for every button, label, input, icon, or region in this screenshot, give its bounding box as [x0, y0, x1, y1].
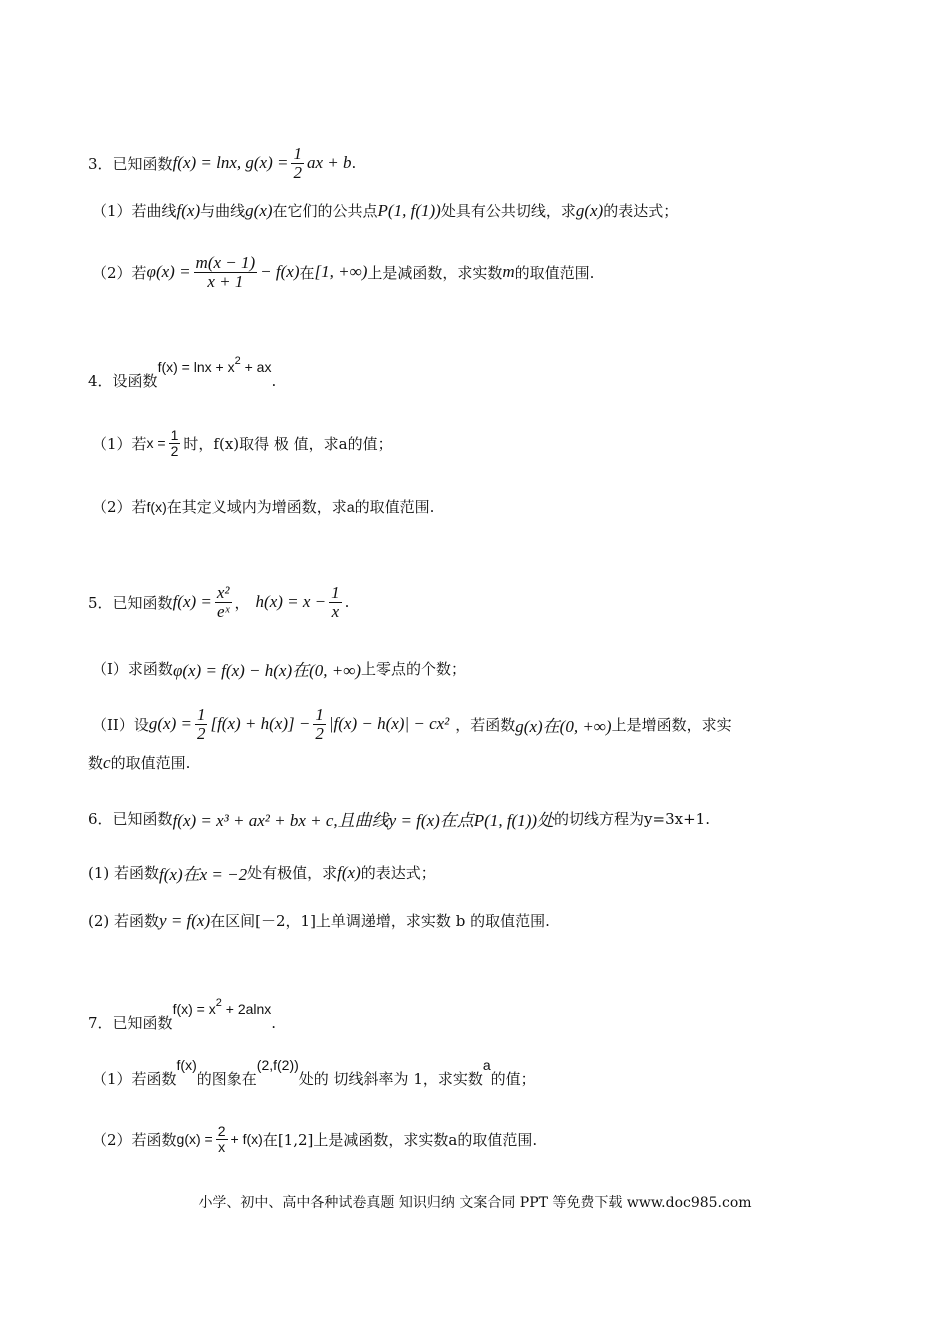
problem-3-stem: [88, 145, 356, 182]
math-expression: f(x) = x³ + ax² + bx + c,且曲线y = f(x)在点P(1, f(1))处: [172, 811, 555, 830]
fraction: [195, 706, 208, 743]
problem-3-q1: [92, 200, 678, 221]
stem-text: 已知函数: [112, 593, 173, 612]
math-part: f(x) = x: [172, 1000, 216, 1017]
page-footer: 小学、初中、高中各种试卷真题 知识归纳 文案合同 PPT 等免费下载 www.doc985.com: [198, 1195, 752, 1211]
math-expression: x =: [146, 435, 166, 452]
question-text: 在其定义域内为增函数，求: [166, 498, 347, 516]
superscript: 2: [234, 354, 241, 367]
fraction-denominator: x: [218, 1138, 226, 1155]
question-label: （2）若函数: [92, 1130, 177, 1149]
math-expression: f(x): [337, 862, 361, 882]
math-expression: a: [482, 1056, 491, 1073]
problem-6-q2: [88, 910, 550, 931]
problem-number: 7．: [88, 1014, 113, 1032]
question-text: 处的 切线斜率为 1，求实数: [298, 1070, 483, 1088]
question-text: 的表达式；: [360, 864, 436, 882]
question-text: 上是减函数，求实数: [367, 263, 503, 282]
fraction-denominator: 2: [315, 723, 324, 743]
problem-4-stem: [88, 354, 277, 391]
math-expression: − f(x): [260, 262, 300, 282]
math-expression: [157, 354, 272, 375]
problem-5-q2-continued: [88, 752, 190, 773]
problem-5-stem: [88, 584, 349, 621]
problem-5-q2: [92, 706, 732, 743]
question-text: 上零点的个数；: [361, 660, 467, 678]
math-expression: [172, 996, 272, 1017]
problem-6-stem: [88, 806, 710, 831]
question-label: (2) 若函数: [88, 912, 160, 930]
question-text: 的取值范围.: [354, 498, 435, 516]
math-expression: P(1, f(1)): [377, 200, 441, 220]
question-text: 的取值范围.: [514, 263, 595, 282]
question-text: 的取值范围.: [110, 754, 191, 772]
stem-end: .: [351, 154, 357, 173]
fraction: [169, 428, 181, 458]
stem-text: 已知函数: [112, 1014, 173, 1032]
question-text: 的表达式；: [603, 202, 679, 220]
math-expression: f(x) = lnx, g(x) =: [172, 153, 289, 173]
fraction-denominator: 2: [293, 162, 302, 182]
stem-text: 设函数: [112, 372, 158, 390]
math-expression: φ(x) =: [146, 262, 191, 282]
question-text: 数: [88, 754, 104, 772]
problem-4-q2: [92, 496, 434, 517]
question-label: （I）求函数: [92, 660, 173, 678]
problem-5-q1: [92, 656, 466, 681]
stem-end: .: [344, 593, 350, 612]
question-label: （1）若: [92, 434, 147, 453]
fraction-numerator: m(x − 1): [195, 253, 256, 272]
question-label: （II）设: [92, 715, 149, 734]
math-expression: + f(x): [230, 1131, 263, 1148]
stem-text: 的切线方程为y=3x+1.: [554, 810, 710, 828]
math-expression: |f(x) − h(x)| − cx²: [328, 714, 450, 734]
math-expression: f(x): [176, 1056, 197, 1073]
fraction-numerator: 1: [315, 705, 324, 724]
problem-7-stem: [88, 996, 277, 1033]
fraction-numerator: 2: [217, 1123, 226, 1139]
question-label: （2）若: [92, 263, 147, 282]
math-expression: c: [103, 752, 111, 772]
math-expression: ax + b: [306, 153, 352, 173]
math-expression: m: [502, 262, 515, 282]
problem-4-q1: [92, 428, 393, 458]
problem-number: 3．: [88, 154, 113, 173]
math-expression: g(x)在(0, +∞): [515, 716, 612, 736]
problem-6-q1: [88, 860, 436, 885]
fraction-numerator: 1: [293, 144, 302, 163]
stem-end: .: [271, 1013, 277, 1032]
math-expression: g(x) =: [148, 714, 192, 734]
question-text: 在区间[－2，1]上单调递增，求实数 b 的取值范围.: [210, 912, 550, 930]
stem-text: 已知函数: [112, 154, 173, 173]
math-expression: [1, +∞): [314, 262, 368, 282]
fraction-denominator: x + 1: [207, 271, 244, 291]
math-expression: f(x): [176, 200, 201, 220]
math-part: f(x) = lnx + x: [157, 358, 235, 375]
fraction: [215, 584, 232, 621]
question-text: 在[1,2]上是减函数，求实数a的取值范围.: [262, 1130, 538, 1149]
math-expression: g(x): [575, 200, 604, 220]
problem-number: 5．: [88, 593, 113, 612]
question-text: 处具有公共切线，求: [440, 202, 576, 220]
math-expression: f(x)在x = −2: [159, 865, 248, 884]
math-expression: [f(x) + h(x)] −: [210, 714, 311, 734]
problem-7-q1: [92, 1056, 536, 1089]
question-text: 处有极值，求: [247, 864, 338, 882]
fraction-denominator: 2: [196, 723, 206, 743]
question-label: (1) 若函数: [88, 864, 160, 882]
problem-7-q2: [92, 1124, 537, 1154]
math-expression: h(x) = x −: [255, 592, 327, 612]
stem-text: 已知函数: [112, 810, 173, 828]
fraction-numerator: x²: [216, 583, 230, 602]
math-expression: φ(x) = f(x) − h(x)在(0, +∞): [172, 661, 362, 680]
question-text: 在: [299, 263, 315, 282]
question-text: 上是增函数，求实: [611, 715, 732, 734]
fraction: [291, 145, 304, 182]
fraction-numerator: 1: [331, 583, 340, 602]
question-text: 时，f(x)取得 极 值，求a的值；: [183, 434, 393, 453]
fraction-numerator: 1: [196, 705, 206, 724]
math-expression: f(x): [146, 498, 167, 515]
fraction-numerator: 1: [170, 427, 179, 443]
math-expression: g(x): [245, 200, 273, 220]
question-text: 与曲线: [200, 202, 246, 220]
stem-end: .: [271, 371, 277, 390]
question-text: ，若函数: [455, 715, 516, 734]
fraction: [313, 706, 326, 743]
problem-3-q2: [92, 254, 594, 291]
math-expression: g(x) =: [176, 1131, 213, 1148]
math-expression: a: [346, 498, 355, 515]
question-text: 在它们的公共点: [272, 202, 378, 220]
superscript: 2: [215, 996, 222, 1009]
question-text: 的图象在: [196, 1070, 257, 1088]
fraction: [216, 1124, 228, 1154]
question-label: （2）若: [92, 498, 147, 516]
problem-number: 6．: [88, 810, 113, 828]
question-label: （1）若曲线: [92, 202, 177, 220]
fraction-denominator: x: [331, 601, 340, 621]
question-text: 的值；: [490, 1070, 536, 1088]
fraction-denominator: eˣ: [217, 601, 230, 621]
math-expression: f(x) =: [172, 592, 212, 612]
problem-number: 4．: [88, 372, 113, 390]
fraction: [194, 254, 258, 291]
math-part: + ax: [240, 358, 272, 375]
math-expression: (2,f(2)): [256, 1056, 299, 1073]
fraction: [329, 584, 342, 621]
separator: ，: [234, 593, 250, 612]
question-label: （1）若函数: [92, 1070, 177, 1088]
fraction-denominator: 2: [170, 442, 179, 459]
math-part: + 2alnx: [221, 1000, 272, 1017]
math-expression: y = f(x): [159, 910, 211, 930]
